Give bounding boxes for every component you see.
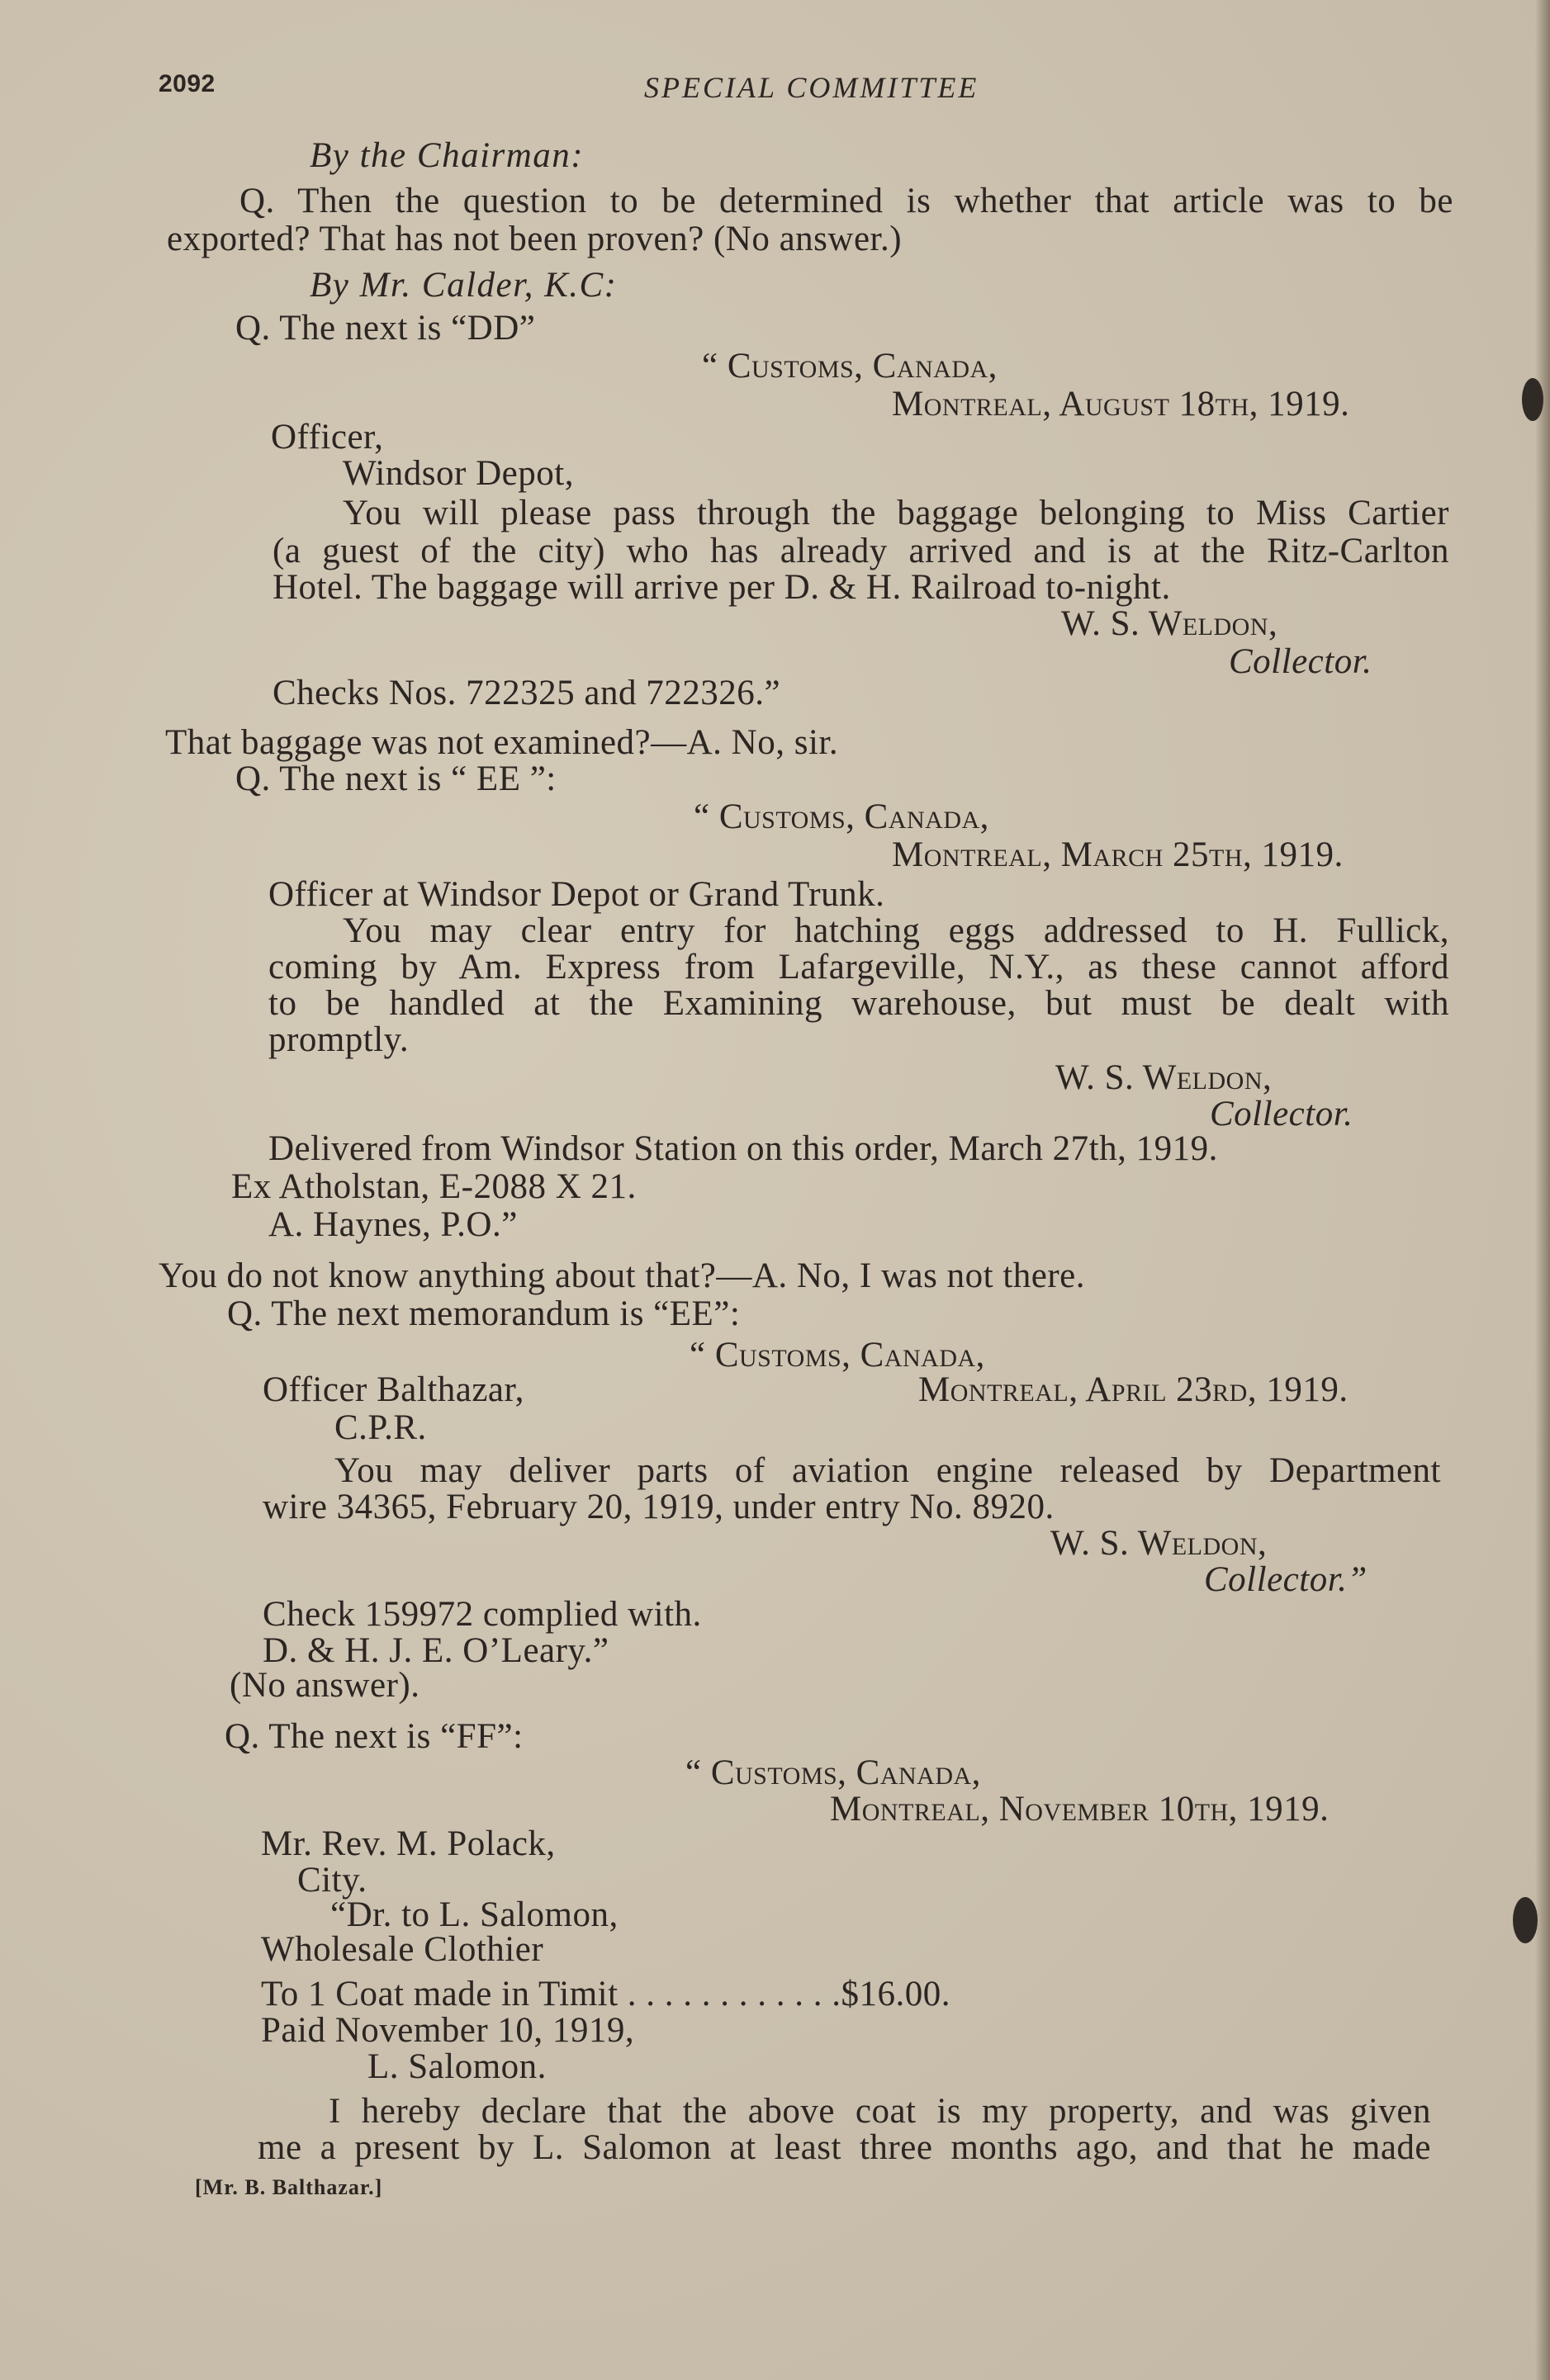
letter-signature: W. S. Weldon,: [1061, 604, 1278, 643]
declaration-line: me a present by L. Salomon at least three months ago, and that he made: [258, 2128, 1431, 2167]
question-line: Q. The next is “ EE ”:: [235, 759, 557, 798]
letter-heading: “ Customs, Canada,: [694, 797, 989, 836]
speaker-chairman: By the Chairman:: [310, 136, 585, 175]
letter-body: You may deliver parts of aviation engine released by Department: [334, 1451, 1441, 1490]
letter-date: Montreal, August 18th, 1919.: [892, 385, 1350, 423]
letter-addressee: Officer Balthazar,: [263, 1370, 524, 1409]
letter-note: Check 159972 complied with.: [263, 1595, 702, 1634]
invoice-header: Wholesale Clothier: [261, 1930, 544, 1969]
letter-signature-title: Collector.: [1229, 642, 1372, 681]
letter-body: wire 34365, February 20, 1919, under entry No. 8920.: [263, 1488, 1055, 1526]
letter-body: to be handled at the Examining warehouse, but must be dealt with: [268, 984, 1449, 1023]
letter-note: Delivered from Windsor Station on this order, March 27th, 1919.: [268, 1129, 1218, 1168]
letter-addressee: Officer,: [271, 418, 384, 457]
letter-signature-title: Collector.”: [1204, 1560, 1368, 1599]
letter-body: promptly.: [268, 1020, 410, 1059]
letter-body: (a guest of the city) who has already arrived and is at the Ritz-Carlton: [273, 532, 1449, 570]
witness-footnote: [Mr. B. Balthazar.]: [195, 2175, 383, 2199]
declaration-line: I hereby declare that the above coat is my property, and was given: [329, 2092, 1431, 2131]
letter-note: Ex Atholstan, E-2088 X 21.: [231, 1167, 637, 1206]
letter-addressee: Officer at Windsor Depot or Grand Trunk.: [268, 875, 885, 914]
page-edge-shadow: [1535, 0, 1550, 2380]
letter-body: You will please pass through the baggage belonging to Miss Cartier: [343, 494, 1449, 532]
letter-signature-title: Collector.: [1210, 1095, 1353, 1133]
running-head: SPECIAL COMMITTEE: [644, 71, 979, 104]
letter-heading: “ Customs, Canada,: [685, 1753, 981, 1792]
letter-signature: W. S. Weldon,: [1055, 1058, 1273, 1097]
letter-date: Montreal, April 23rd, 1919.: [918, 1370, 1349, 1409]
ink-blot: [1513, 1897, 1538, 1943]
invoice-signature: L. Salomon.: [367, 2047, 547, 2086]
question-line: Q. The next is “DD”: [235, 309, 536, 348]
letter-addressee: C.P.R.: [334, 1408, 427, 1447]
page-number: 2092: [159, 70, 216, 97]
answer-line: That baggage was not examined?—A. No, sir.: [165, 723, 839, 762]
letter-addressee: Windsor Depot,: [343, 454, 574, 493]
letter-body: coming by Am. Express from Lafargeville, N.Y., as these cannot afford: [268, 948, 1449, 987]
invoice-header: “Dr. to L. Salomon,: [330, 1895, 619, 1934]
letter-heading: “ Customs, Canada,: [702, 347, 998, 386]
letter-heading: “ Customs, Canada,: [690, 1336, 985, 1375]
letter-note: Checks Nos. 722325 and 722326.”: [273, 674, 781, 712]
invoice-paid: Paid November 10, 1919,: [261, 2011, 635, 2050]
question-line: Q. The next is “FF”:: [225, 1717, 524, 1756]
letter-date: Montreal, November 10th, 1919.: [830, 1790, 1330, 1829]
question-line: Q. Then the question to be determined is whether that article was to be: [239, 182, 1453, 220]
invoice-item: To 1 Coat made in Timit . . . . . . . . . . . .$16.00.: [261, 1975, 951, 2013]
letter-body: You may clear entry for hatching eggs addressed to H. Fullick,: [343, 911, 1449, 950]
letter-note: A. Haynes, P.O.”: [268, 1205, 518, 1244]
letter-signature: W. S. Weldon,: [1050, 1524, 1268, 1563]
answer-line: (No answer).: [230, 1666, 420, 1705]
invoice-addressee: City.: [297, 1861, 367, 1900]
answer-line: You do not know anything about that?—A. No, I was not there.: [159, 1256, 1086, 1295]
letter-date: Montreal, March 25th, 1919.: [892, 835, 1344, 874]
question-line: exported? That has not been proven? (No answer.): [167, 220, 903, 258]
letter-note: D. & H. J. E. O’Leary.”: [263, 1631, 609, 1670]
speaker-calder: By Mr. Calder, K.C:: [310, 266, 618, 305]
letter-body: Hotel. The baggage will arrive per D. & H. Railroad to-night.: [273, 568, 1171, 607]
invoice-addressee: Mr. Rev. M. Polack,: [261, 1824, 556, 1863]
question-line: Q. The next memorandum is “EE”:: [227, 1294, 741, 1333]
